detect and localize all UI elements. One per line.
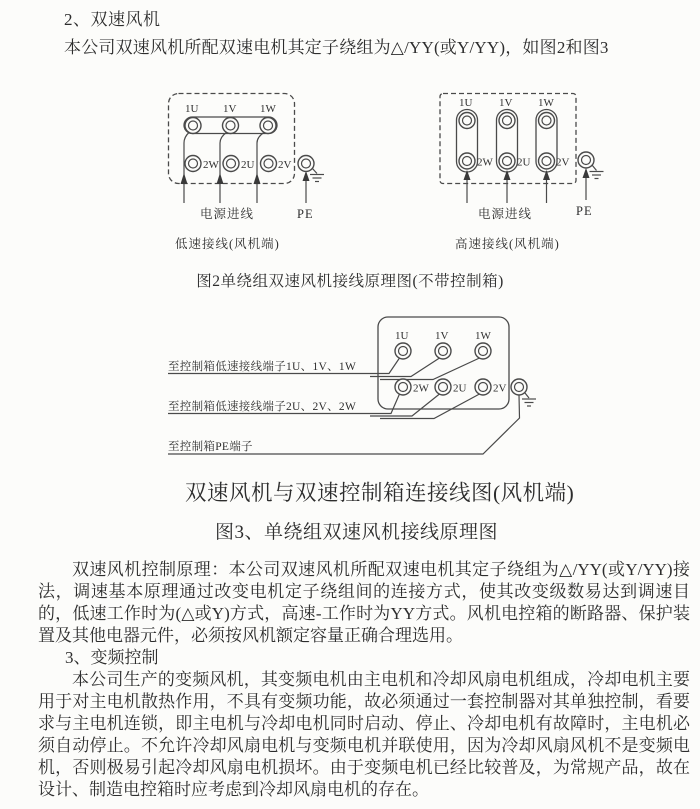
fig2-high-speed-diagram — [430, 88, 610, 256]
power-inlet-label: 电源进线 — [478, 207, 533, 221]
terminal-2W — [185, 156, 201, 172]
terminal-label-2U: 2U — [517, 156, 531, 169]
terminal-label-2V: 2V — [556, 156, 570, 169]
terminal-label-1W: 1W — [475, 330, 491, 342]
terminal-label-1V: 1V — [223, 103, 237, 115]
body-text — [38, 559, 690, 801]
terminal-label-2U: 2U — [453, 382, 467, 395]
power-arrow-2 — [217, 173, 224, 184]
diagram-caption-low-speed: 低速接线(风机端) — [175, 237, 280, 251]
terminal-label-2W: 2W — [413, 382, 429, 395]
terminal-label-2V: 2V — [278, 159, 292, 171]
para-vfd-control: 本公司生产的变频风机，其变频电机由主电机和冷却风扇电机组成，冷却电机主要用于对主电机散热作用，不具有变频功能，故必须通过一套控制器对其单独控制，看要求与主电机连锁，即主电机与冷却电机同时启动、停止、冷却电机有故障时，主电机必须自动停止。不允许冷却风扇电机与变频电机并联使用，因为冷却风扇风机不是变频电机，否则极易引起冷却风扇电机损坏。由于变频电机已经比较普及，为常规产品，故在设计、制造电控箱时应考虑到冷却风扇电机的存在。 — [38, 670, 690, 799]
terminal-1W — [475, 343, 491, 359]
terminal-2U — [435, 379, 451, 395]
section-2-heading: 2、双速风机 — [64, 10, 161, 29]
figure-3-caption-main: 双速风机与双速控制箱连接线图(风机端) — [185, 481, 575, 505]
terminal-label-2V: 2V — [493, 382, 507, 395]
terminal-label-2U: 2U — [241, 159, 255, 171]
ground-icon — [522, 393, 536, 406]
pe-label: PE — [576, 204, 593, 218]
terminal-2U — [223, 156, 239, 172]
terminal-label-1V: 1V — [499, 97, 513, 109]
terminal-2W — [395, 379, 411, 395]
terminal-2V — [475, 379, 491, 395]
label-to-controlbox-pe: 至控制箱PE端子 — [168, 441, 253, 453]
power-inlet-label: 电源进线 — [200, 207, 255, 221]
pe-arrow — [583, 168, 590, 178]
power-arrow-3 — [254, 173, 261, 184]
ground-icon — [310, 168, 324, 182]
pe-label: PE — [297, 207, 314, 221]
para-control-principle: 双速风机控制原理：本公司双速风机所配双速电机其定子绕组为△/YY(或Y/YY)接法，调速基本原理通过改变电机定子绕组间的连接方式，使其改变级数易达到调速目的，低速工作时为(△或Y)方式，高速-工作时为YY方式。风机电控箱的断路器、保护装置及其他电器元件，必须按风机额定容量正确合理选用。 — [38, 560, 690, 645]
terminal-label-1U: 1U — [395, 330, 409, 342]
wire-2V — [380, 394, 480, 419]
terminal-2W — [459, 153, 475, 169]
figure-2-caption: 图2单绕组双速风机接线原理图(不带控制箱) — [196, 273, 504, 290]
power-arrow-1 — [181, 173, 188, 184]
pe-terminal — [298, 156, 314, 172]
terminal-1W — [539, 113, 555, 129]
terminal-2V — [261, 156, 277, 172]
terminal-2V — [539, 153, 555, 169]
pe-arrow — [303, 171, 310, 181]
label-to-controlbox-low: 至控制箱低速接线端子1U、1V、1W — [168, 361, 357, 373]
terminal-label-1W: 1W — [260, 103, 276, 115]
section-2-intro: 本公司双速风机所配双速电机其定子绕组为△/YY(或Y/YY)，如图2和图3 — [64, 38, 609, 57]
fig2-low-speed-diagram — [155, 88, 345, 256]
ground-icon — [590, 165, 604, 179]
pe-terminal — [578, 152, 594, 168]
terminal-1W — [260, 118, 276, 134]
terminal-label-1U: 1U — [459, 97, 473, 109]
terminal-label-2W: 2W — [477, 156, 493, 169]
label-to-controlbox-high: 至控制箱低速接线端子2U、2V、2W — [168, 401, 357, 413]
terminal-1U — [395, 343, 411, 359]
fig3-connection-diagram — [160, 310, 580, 470]
pe-terminal — [511, 379, 527, 395]
terminal-1V — [435, 343, 451, 359]
terminal-1V — [223, 118, 239, 134]
section-3-heading: 3、变频控制 — [65, 648, 159, 667]
terminal-2U — [499, 153, 515, 169]
diagram-caption-high-speed: 高速接线(风机端) — [455, 237, 560, 251]
terminal-1U — [185, 118, 201, 134]
terminal-1U — [459, 113, 475, 129]
figure-3-caption-sub: 图3、单绕组双速风机接线原理图 — [215, 522, 499, 543]
terminal-label-1V: 1V — [435, 330, 449, 342]
terminal-label-1W: 1W — [538, 97, 554, 109]
terminal-label-2W: 2W — [203, 159, 219, 171]
terminal-1V — [499, 113, 515, 129]
terminal-label-1U: 1U — [185, 103, 199, 115]
